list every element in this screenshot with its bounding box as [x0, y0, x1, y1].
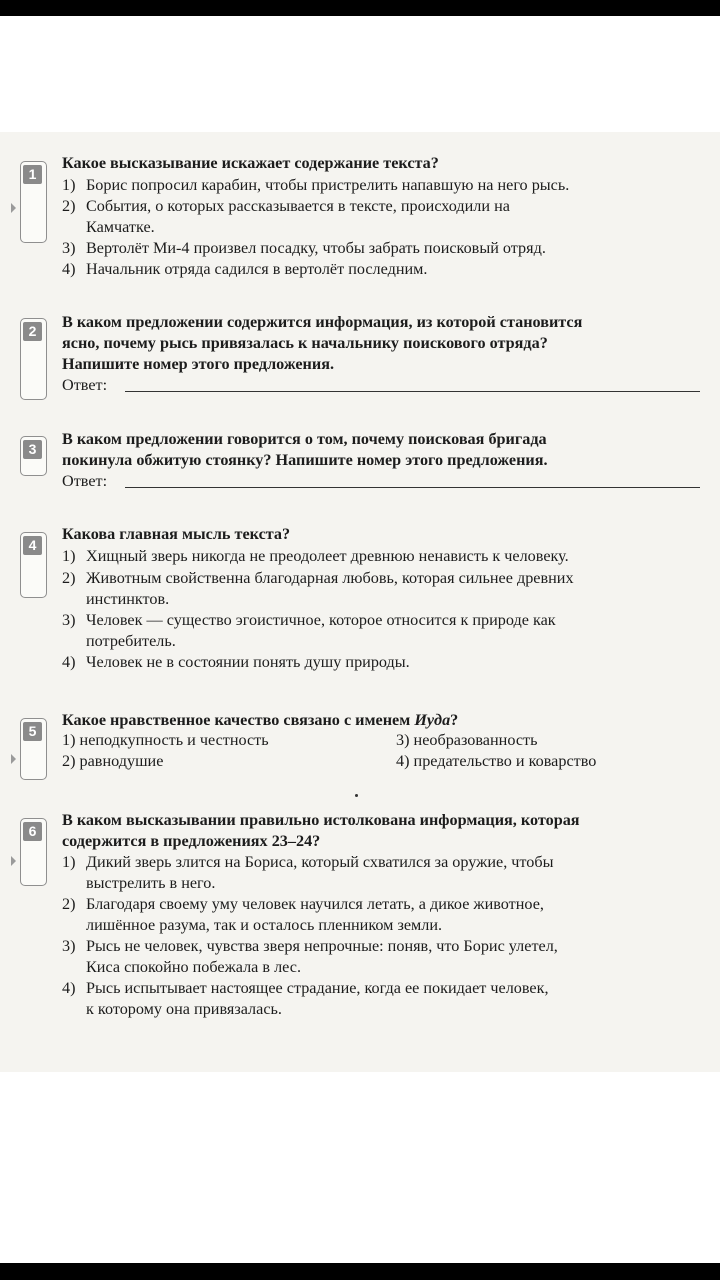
question-6-option-4: 4) Рысь испытывает настоящее страдание, когда ее покидает человек,	[62, 979, 549, 997]
question-6-number: 6	[23, 822, 42, 841]
question-2-answer-field[interactable]	[125, 391, 700, 392]
question-3-answer-label: Ответ:	[62, 472, 108, 490]
ink-dot	[355, 794, 358, 797]
question-6-option-1-cont: выстрелить в него.	[86, 874, 216, 892]
question-2-title-line-1: В каком предложении содержится информация, из которой становится	[62, 313, 583, 331]
question-5-option-4: 4) предательство и коварство	[396, 752, 597, 770]
question-3-number: 3	[23, 440, 42, 459]
question-5-option-3: 3) необразованность	[396, 731, 538, 749]
question-1-option-2: 2) События, о которых рассказывается в тексте, происходили на	[62, 197, 510, 215]
question-1-option-3: 3) Вертолёт Ми-4 произвел посадку, чтобы забрать поисковый отряд.	[62, 239, 546, 257]
question-4-number-box	[20, 532, 47, 598]
question-2-number-box	[20, 318, 47, 400]
question-6-option-2: 2) Благодаря своему уму человек научился летать, а дикое животное,	[62, 895, 544, 913]
question-5-number: 5	[23, 722, 42, 741]
question-3-title-line-2: покинула обжитую стоянку? Напишите номер этого предложения.	[62, 451, 548, 469]
question-6-option-1: 1) Дикий зверь злится на Бориса, который схватился за оружие, чтобы	[62, 853, 554, 871]
question-4-option-4: 4) Человек не в состоянии понять душу природы.	[62, 653, 410, 671]
question-1-option-1: 1) Борис попросил карабин, чтобы пристрелить напавшую на него рысь.	[62, 176, 570, 194]
question-4-option-3: 3) Человек — существо эгоистичное, которое относится к природе как	[62, 611, 556, 629]
question-5-marker-icon	[11, 754, 16, 764]
question-4-option-3-cont: потребитель.	[86, 632, 176, 650]
bottom-bar	[0, 1263, 720, 1280]
question-6-number-box	[20, 818, 47, 886]
question-6-option-3: 3) Рысь не человек, чувства зверя непрочные: поняв, что Борис улетел,	[62, 937, 558, 955]
question-4-option-1: 1) Хищный зверь никогда не преодолеет древнюю ненависть к человеку.	[62, 547, 569, 565]
question-5-title: Какое нравственное качество связано с именем Иуда?	[62, 711, 459, 729]
question-4-number: 4	[23, 536, 42, 555]
question-1-number-box	[20, 161, 47, 243]
question-6-option-2-cont: лишённое разума, так и осталось пленником земли.	[86, 916, 443, 934]
question-6-option-3-cont: Киса спокойно побежала в лес.	[86, 958, 301, 976]
question-2-answer-label: Ответ:	[62, 376, 108, 394]
worksheet-page	[0, 132, 720, 1072]
question-4-title: Какова главная мысль текста?	[62, 525, 291, 543]
question-2-title-line-2: ясно, почему рысь привязалась к начальнику поискового отряда?	[62, 334, 548, 352]
question-6-title-line-1: В каком высказывании правильно истолкована информация, которая	[62, 811, 580, 829]
question-5-option-1: 1) неподкупность и честность	[62, 731, 269, 749]
question-1-number: 1	[23, 165, 42, 184]
top-bar	[0, 0, 720, 16]
question-6-marker-icon	[11, 856, 16, 866]
question-5-option-2: 2) равнодушие	[62, 752, 164, 770]
question-3-answer-field[interactable]	[125, 487, 700, 488]
question-6-title-line-2: содержится в предложениях 23–24?	[62, 832, 321, 850]
question-1-marker-icon	[11, 203, 16, 213]
question-4-option-2: 2) Животным свойственна благодарная любовь, которая сильнее древних	[62, 569, 574, 587]
question-1-title: Какое высказывание искажает содержание текста?	[62, 154, 439, 172]
question-4-option-2-cont: инстинктов.	[86, 590, 170, 608]
question-6-option-4-cont: к которому она привязалась.	[86, 1000, 282, 1018]
question-2-number: 2	[23, 322, 42, 341]
question-3-title-line-1: В каком предложении говорится о том, почему поисковая бригада	[62, 430, 547, 448]
question-2-title-line-3: Напишите номер этого предложения.	[62, 355, 335, 373]
question-5-number-box	[20, 718, 47, 780]
question-1-option-4: 4) Начальник отряда садился в вертолёт последним.	[62, 260, 428, 278]
question-3-number-box	[20, 436, 47, 476]
question-1-option-2-cont: Камчатке.	[86, 218, 155, 236]
